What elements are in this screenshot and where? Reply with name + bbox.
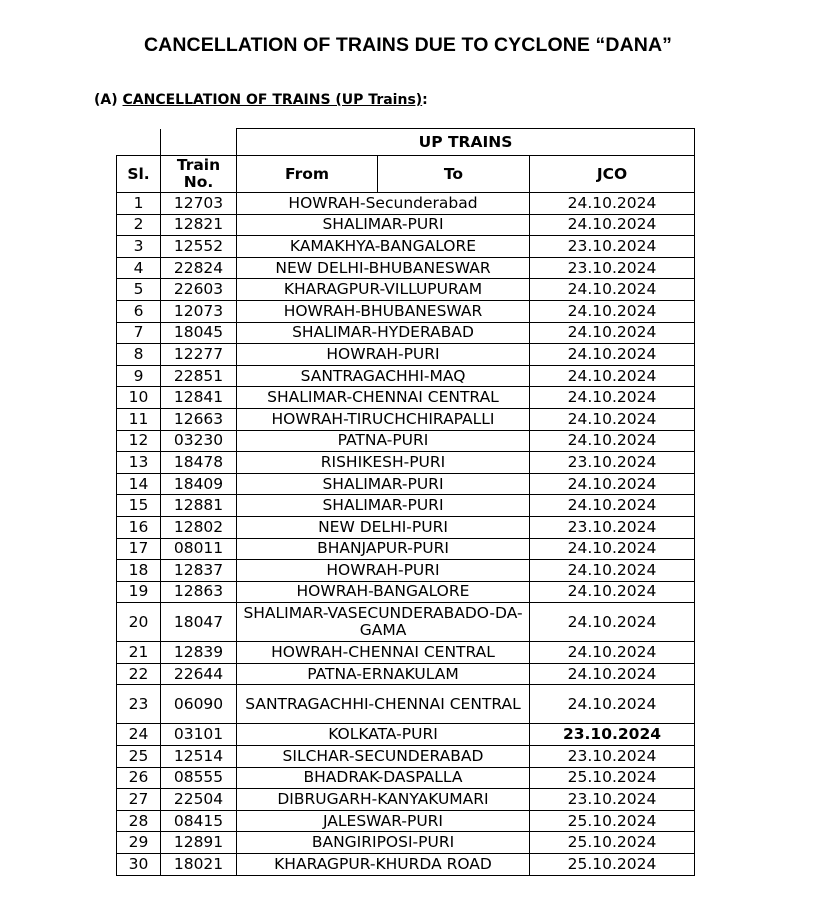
cell-sl: 30	[117, 854, 161, 876]
cell-route: HOWRAH-PURI	[237, 560, 530, 582]
table-row	[117, 365, 695, 387]
cell-sl: 14	[117, 473, 161, 495]
cell-train-no: 08555	[161, 767, 237, 789]
cell-train-no: 08415	[161, 810, 237, 832]
cell-route: DIBRUGARH-KANYAKUMARI	[237, 789, 530, 811]
table-row	[117, 603, 695, 642]
cell-train-no: 12552	[161, 236, 237, 258]
cell-jco: 24.10.2024	[530, 642, 695, 664]
cell-train-no: 18021	[161, 854, 237, 876]
table-row	[117, 408, 695, 430]
cell-train-no: 03101	[161, 724, 237, 746]
table-row	[117, 452, 695, 474]
cell-route: BANGIRIPOSI-PURI	[237, 832, 530, 854]
header-sl: Sl.	[117, 156, 161, 193]
cell-route: SANTRAGACHHI-MAQ	[237, 365, 530, 387]
cell-route: SHALIMAR-PURI	[237, 214, 530, 236]
table-row	[117, 810, 695, 832]
cell-sl: 20	[117, 603, 161, 642]
cell-sl: 11	[117, 408, 161, 430]
cell-sl: 4	[117, 257, 161, 279]
cell-jco: 25.10.2024	[530, 854, 695, 876]
section-suffix: :	[422, 92, 428, 108]
cell-train-no: 22644	[161, 663, 237, 685]
cell-jco: 24.10.2024	[530, 581, 695, 603]
cell-jco: 24.10.2024	[530, 365, 695, 387]
cell-jco: 24.10.2024	[530, 430, 695, 452]
table-row	[117, 214, 695, 236]
table-row	[117, 279, 695, 301]
cell-route: SILCHAR-SECUNDERABAD	[237, 746, 530, 768]
cell-route: BHADRAK-DASPALLA	[237, 767, 530, 789]
cell-sl: 24	[117, 724, 161, 746]
trains-table	[116, 128, 695, 876]
cell-sl: 7	[117, 322, 161, 344]
cell-jco: 24.10.2024	[530, 538, 695, 560]
cell-jco: 23.10.2024	[530, 452, 695, 474]
cell-sl: 3	[117, 236, 161, 258]
header-jco: JCO	[530, 156, 695, 193]
cell-route: PATNA-ERNAKULAM	[237, 663, 530, 685]
cell-jco: 24.10.2024	[530, 193, 695, 215]
cell-route: NEW DELHI-BHUBANESWAR	[237, 257, 530, 279]
cell-sl: 6	[117, 300, 161, 322]
cell-route: HOWRAH-Secunderabad	[237, 193, 530, 215]
table-row	[117, 300, 695, 322]
cell-route: HOWRAH-CHENNAI CENTRAL	[237, 642, 530, 664]
table-row	[117, 193, 695, 215]
cell-route: HOWRAH-TIRUCHCHIRAPALLI	[237, 408, 530, 430]
table-row	[117, 642, 695, 664]
cell-sl: 8	[117, 344, 161, 366]
cell-route: KOLKATA-PURI	[237, 724, 530, 746]
cell-route: SHALIMAR-PURI	[237, 495, 530, 517]
group-header: UP TRAINS	[237, 129, 695, 156]
header-train-no: Train No.	[161, 156, 237, 193]
table-row	[117, 236, 695, 258]
cell-route: HOWRAH-PURI	[237, 344, 530, 366]
cell-jco: 24.10.2024	[530, 685, 695, 724]
cell-train-no: 08011	[161, 538, 237, 560]
table-row	[117, 581, 695, 603]
cell-train-no: 18478	[161, 452, 237, 474]
cell-jco: 25.10.2024	[530, 767, 695, 789]
cell-route: SHALIMAR-HYDERABAD	[237, 322, 530, 344]
cell-train-no: 12703	[161, 193, 237, 215]
cell-sl: 10	[117, 387, 161, 409]
cell-jco: 24.10.2024	[530, 663, 695, 685]
table-row	[117, 495, 695, 517]
cell-train-no: 12863	[161, 581, 237, 603]
cell-jco: 24.10.2024	[530, 408, 695, 430]
cell-train-no: 12891	[161, 832, 237, 854]
table-row	[117, 832, 695, 854]
table-row	[117, 789, 695, 811]
cell-jco: 23.10.2024	[530, 236, 695, 258]
table-row	[117, 663, 695, 685]
cell-train-no: 12821	[161, 214, 237, 236]
table-row	[117, 322, 695, 344]
section-heading	[94, 92, 428, 108]
table-row	[117, 257, 695, 279]
header-to: To	[378, 156, 530, 193]
cell-route: SHALIMAR-CHENNAI CENTRAL	[237, 387, 530, 409]
cell-train-no: 12839	[161, 642, 237, 664]
cell-jco: 23.10.2024	[530, 789, 695, 811]
cell-jco: 24.10.2024	[530, 322, 695, 344]
cell-train-no: 18045	[161, 322, 237, 344]
cell-jco: 25.10.2024	[530, 832, 695, 854]
cell-sl: 23	[117, 685, 161, 724]
cell-route: SHALIMAR-PURI	[237, 473, 530, 495]
cell-train-no: 12837	[161, 560, 237, 582]
cell-jco: 24.10.2024	[530, 214, 695, 236]
cell-sl: 5	[117, 279, 161, 301]
cell-sl: 12	[117, 430, 161, 452]
cell-train-no: 03230	[161, 430, 237, 452]
cell-jco: 24.10.2024	[530, 300, 695, 322]
cell-jco: 24.10.2024	[530, 473, 695, 495]
table-row	[117, 344, 695, 366]
cell-route: SANTRAGACHHI-CHENNAI CENTRAL	[237, 685, 530, 724]
cell-route: HOWRAH-BHUBANESWAR	[237, 300, 530, 322]
cell-jco: 23.10.2024	[530, 516, 695, 538]
cell-train-no: 12277	[161, 344, 237, 366]
cell-route: NEW DELHI-PURI	[237, 516, 530, 538]
cell-sl: 28	[117, 810, 161, 832]
cell-train-no: 12881	[161, 495, 237, 517]
cell-jco: 24.10.2024	[530, 560, 695, 582]
cell-sl: 26	[117, 767, 161, 789]
table-row	[117, 538, 695, 560]
cell-route: KAMAKHYA-BANGALORE	[237, 236, 530, 258]
table-row	[117, 560, 695, 582]
cell-train-no: 12514	[161, 746, 237, 768]
cell-sl: 13	[117, 452, 161, 474]
cell-sl: 21	[117, 642, 161, 664]
cell-jco: 23.10.2024	[530, 724, 695, 746]
cell-train-no: 22824	[161, 257, 237, 279]
cell-jco: 24.10.2024	[530, 387, 695, 409]
header-from: From	[237, 156, 378, 193]
cell-jco: 24.10.2024	[530, 603, 695, 642]
cell-sl: 27	[117, 789, 161, 811]
table-row	[117, 516, 695, 538]
table-row	[117, 387, 695, 409]
cell-route: KHARAGPUR-VILLUPURAM	[237, 279, 530, 301]
cell-sl: 15	[117, 495, 161, 517]
cell-jco: 24.10.2024	[530, 279, 695, 301]
table-row	[117, 854, 695, 876]
table-body	[117, 193, 695, 876]
table-row	[117, 685, 695, 724]
cell-jco: 25.10.2024	[530, 810, 695, 832]
cell-train-no: 22504	[161, 789, 237, 811]
page-title: CANCELLATION OF TRAINS DUE TO CYCLONE “DANA”	[143, 34, 672, 56]
cell-sl: 2	[117, 214, 161, 236]
cell-train-no: 22603	[161, 279, 237, 301]
cell-train-no: 12663	[161, 408, 237, 430]
cell-route: HOWRAH-BANGALORE	[237, 581, 530, 603]
cell-jco: 23.10.2024	[530, 257, 695, 279]
cell-train-no: 18047	[161, 603, 237, 642]
cell-jco: 23.10.2024	[530, 746, 695, 768]
table-row	[117, 724, 695, 746]
cell-route: SHALIMAR-VASECUNDERABADO-DA-GAMA	[237, 603, 530, 642]
cell-train-no: 18409	[161, 473, 237, 495]
cell-route: RISHIKESH-PURI	[237, 452, 530, 474]
cell-sl: 16	[117, 516, 161, 538]
cell-train-no: 12841	[161, 387, 237, 409]
section-label: CANCELLATION OF TRAINS (UP Trains)	[122, 92, 423, 108]
cell-sl: 29	[117, 832, 161, 854]
cell-route: PATNA-PURI	[237, 430, 530, 452]
cell-route: JALESWAR-PURI	[237, 810, 530, 832]
cell-sl: 18	[117, 560, 161, 582]
cell-train-no: 22851	[161, 365, 237, 387]
cell-sl: 19	[117, 581, 161, 603]
cell-sl: 25	[117, 746, 161, 768]
cell-train-no: 12802	[161, 516, 237, 538]
section-prefix: (A)	[94, 92, 123, 108]
cell-sl: 1	[117, 193, 161, 215]
cell-route: BHANJAPUR-PURI	[237, 538, 530, 560]
cell-sl: 17	[117, 538, 161, 560]
table-row	[117, 767, 695, 789]
cell-sl: 22	[117, 663, 161, 685]
cell-jco: 24.10.2024	[530, 344, 695, 366]
cell-jco: 24.10.2024	[530, 495, 695, 517]
table-row	[117, 746, 695, 768]
cell-route: KHARAGPUR-KHURDA ROAD	[237, 854, 530, 876]
table-row	[117, 473, 695, 495]
cell-sl: 9	[117, 365, 161, 387]
cell-train-no: 12073	[161, 300, 237, 322]
cell-train-no: 06090	[161, 685, 237, 724]
table-row	[117, 430, 695, 452]
